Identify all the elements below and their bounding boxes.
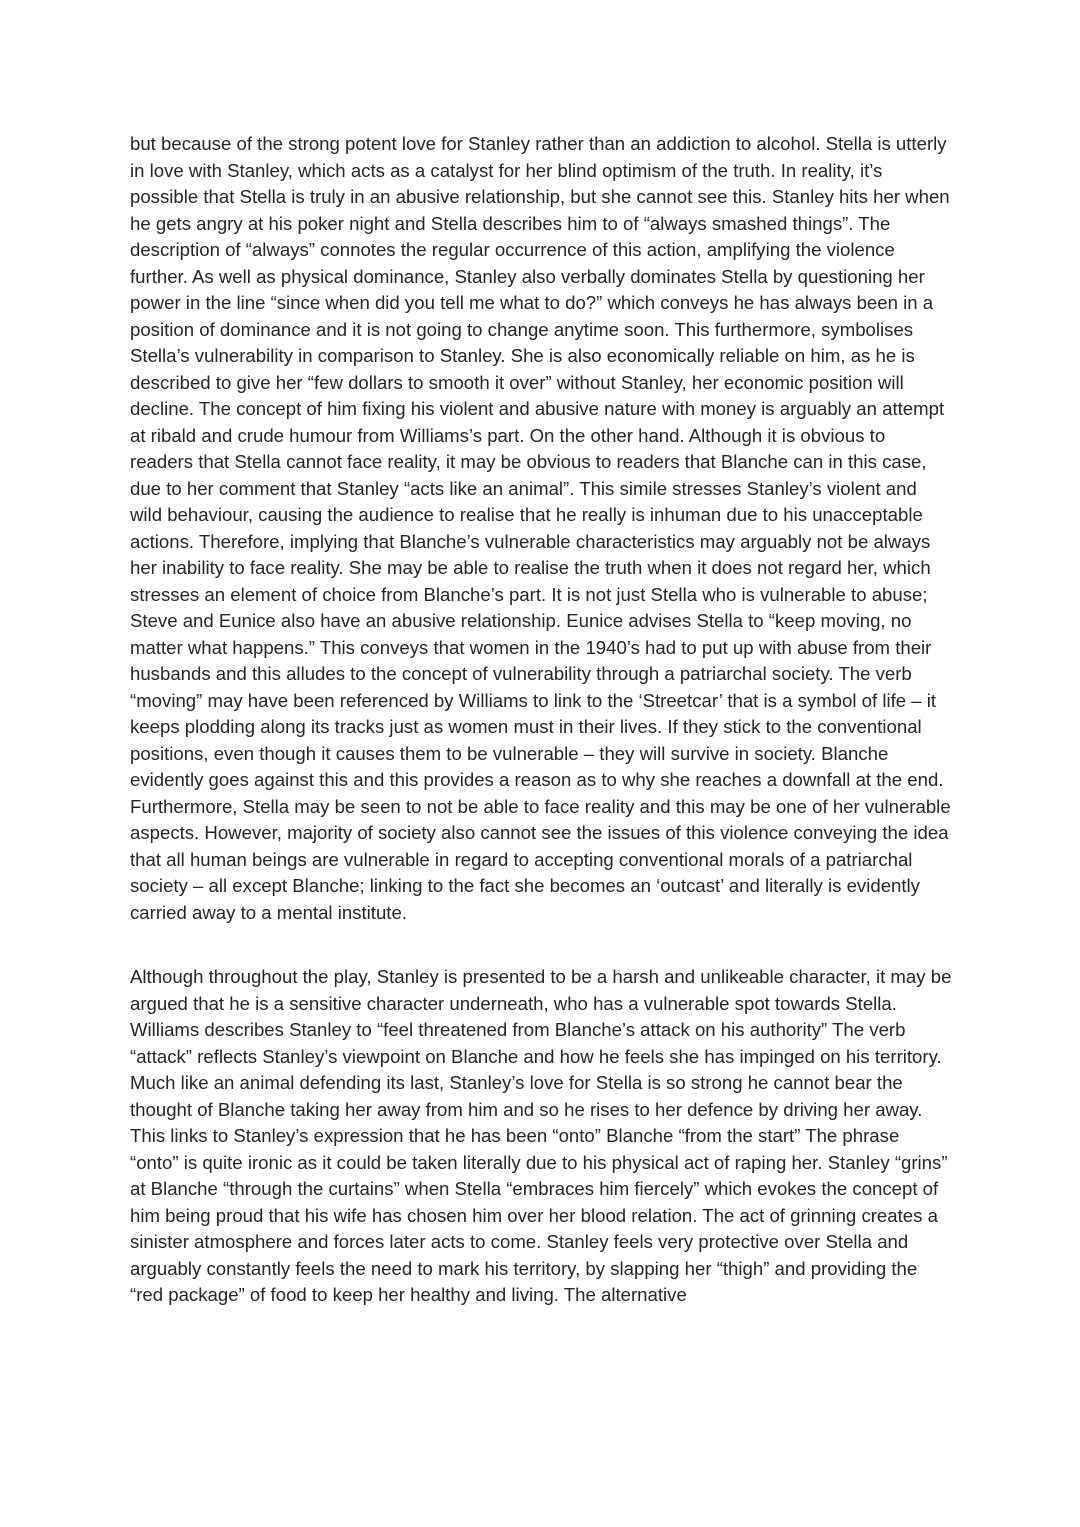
body-paragraph-1: but because of the strong potent love for Stanley rather than an addiction to alcohol. Stella is utterly in love with Stanley, which acts as a catalyst for her blind optimism of the truth. In reality, it’s possible that Stella is truly in an abusive relationship, but she cannot see this. Stanley hits her when he gets angry at his poker night and Stella describes him to of “always smashed things”. The description of “always” connotes the regular occurrence of this action, amplifying the violence further. As well as physical dominance, Stanley also verbally dominates Stella by questioning her power in the line “since when did you tell me what to do?” which conveys he has always been in a position of dominance and it is not going to change anytime soon. This furthermore, symbolises Stella’s vulnerability in comparison to Stanley. She is also economically reliable on him, as he is described to give her “few dollars to smooth it over” without Stanley, her economic position will decline. The concept of him fixing his violent and abusive nature with money is arguably an attempt at ribald and crude humour from Williams’s part. On the other hand. Although it is obvious to readers that Stella cannot face reality, it may be obvious to readers that Blanche can in this case, due to her comment that Stanley “acts like an animal”. This simile stresses Stanley’s violent and wild behaviour, causing the audience to realise that he really is inhuman due to his unacceptable actions. Therefore, implying that Blanche’s vulnerable characteristics may arguably not be always her inability to face reality. She may be able to realise the truth when it does not regard her, which stresses an element of choice from Blanche’s part. It is not just Stella who is vulnerable to abuse; Steve and Eunice also have an abusive relationship. Eunice advises Stella to “keep moving, no matter what happens.” This conveys that women in the 1940’s had to put up with abuse from their husbands and this alludes to the concept of vulnerability through a patriarchal society. The verb “moving” may have been referenced by Williams to link to the ‘Streetcar’ that is a symbol of life – it keeps plodding along its tracks just as women must in their lives. If they stick to the conventional positions, even though it causes them to be vulnerable – they will survive in society. Blanche evidently goes against this and this provides a reason as to why she reaches a downfall at the end. Furthermore, Stella may be seen to not be able to face reality and this may be one of her vulnerable aspects. However, majority of society also cannot see the issues of this violence conveying the idea that all human beings are vulnerable in regard to accepting conventional morals of a patriarchal society – all except Blanche; linking to the fact she becomes an ‘outcast’ and literally is evidently carried away to a mental institute. <box>130 133 951 923</box>
body-paragraph-2: Although throughout the play, Stanley is presented to be a harsh and unlikeable character, it may be argued that he is a sensitive character underneath, who has a vulnerable spot towards Stella. Williams describes Stanley to “feel threatened from Blanche’s attack on his authority” The verb “attack” reflects Stanley’s viewpoint on Blanche and how he feels she has impinged on his territory. Much like an animal defending its last, Stanley’s love for Stella is so strong he cannot bear the thought of Blanche taking her away from him and so he rises to her defence by driving her away. This links to Stanley’s expression that he has been “onto” Blanche “from the start” The phrase “onto” is quite ironic as it could be taken literally due to his physical act of raping her. Stanley “grins” at Blanche “through the curtains” when Stella “embraces him fiercely” which evokes the concept of him being proud that his wife has chosen him over her blood relation. The act of grinning creates a sinister atmosphere and forces later acts to come. Stanley feels very protective over Stella and arguably constantly feels the need to mark his territory, by slapping her “thigh” and providing the “red package” of food to keep her healthy and living. The alternative <box>130 966 952 1305</box>
document-page <box>130 131 952 1309</box>
